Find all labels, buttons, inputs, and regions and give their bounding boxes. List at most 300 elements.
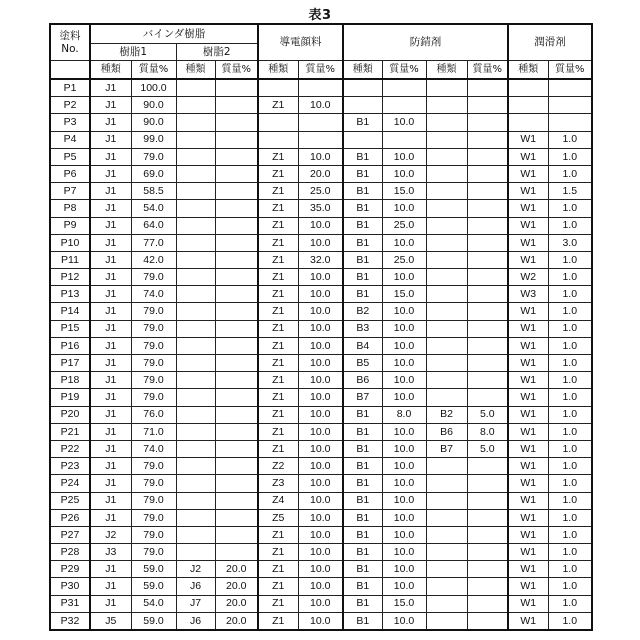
resin1-mass-cell: 79.0 xyxy=(131,303,176,320)
resin2-mass-cell xyxy=(215,200,258,217)
paint-no-cell: P25 xyxy=(50,492,90,509)
rust1-mass-cell: 10.0 xyxy=(382,389,426,406)
table-row xyxy=(50,251,592,268)
rust1-type-cell: B1 xyxy=(343,217,382,234)
rust2-type-cell xyxy=(426,337,467,354)
resin2-mass-cell: 20.0 xyxy=(215,612,258,630)
pigment-mass-cell: 10.0 xyxy=(298,561,343,578)
pigment-type-cell: Z1 xyxy=(258,234,298,251)
pigment-type-cell: Z1 xyxy=(258,165,298,182)
lubricant-mass-cell: 1.0 xyxy=(548,148,592,165)
header-mass-pct: 質量% xyxy=(548,61,592,80)
rust2-type-cell xyxy=(426,303,467,320)
rust2-mass-cell xyxy=(467,337,508,354)
rust2-type-cell xyxy=(426,492,467,509)
resin2-type-cell xyxy=(176,440,215,457)
pigment-mass-cell: 10.0 xyxy=(298,612,343,630)
rust2-type-cell xyxy=(426,148,467,165)
resin1-type-cell: J5 xyxy=(90,612,131,630)
rust2-type-cell xyxy=(426,114,467,131)
rust2-mass-cell xyxy=(467,183,508,200)
pigment-mass-cell: 10.0 xyxy=(298,389,343,406)
rust1-mass-cell: 10.0 xyxy=(382,492,426,509)
resin2-type-cell xyxy=(176,337,215,354)
resin2-mass-cell xyxy=(215,148,258,165)
rust1-mass-cell: 10.0 xyxy=(382,544,426,561)
rust1-type-cell: B1 xyxy=(343,612,382,630)
pigment-mass-cell: 32.0 xyxy=(298,251,343,268)
resin2-mass-cell xyxy=(215,97,258,114)
pigment-type-cell: Z1 xyxy=(258,406,298,423)
header-lubricant: 潤滑剤 xyxy=(508,24,592,61)
resin1-mass-cell: 54.0 xyxy=(131,595,176,612)
rust1-type-cell: B1 xyxy=(343,269,382,286)
lubricant-mass-cell: 1.5 xyxy=(548,183,592,200)
lubricant-mass-cell: 1.0 xyxy=(548,492,592,509)
rust2-mass-cell: 5.0 xyxy=(467,440,508,457)
table-title: 表3 xyxy=(0,4,640,23)
rust1-mass-cell: 10.0 xyxy=(382,458,426,475)
lubricant-type-cell xyxy=(508,97,548,114)
resin1-mass-cell: 79.0 xyxy=(131,269,176,286)
table-row xyxy=(50,320,592,337)
paint-no-cell: P29 xyxy=(50,561,90,578)
resin2-mass-cell xyxy=(215,183,258,200)
pigment-mass-cell: 10.0 xyxy=(298,406,343,423)
rust2-type-cell xyxy=(426,234,467,251)
header-type: 種類 xyxy=(508,61,548,80)
pigment-mass-cell: 10.0 xyxy=(298,492,343,509)
rust1-mass-cell: 25.0 xyxy=(382,251,426,268)
paint-composition-table xyxy=(49,23,593,631)
rust1-type-cell: B1 xyxy=(343,458,382,475)
rust2-type-cell xyxy=(426,79,467,97)
rust2-mass-cell xyxy=(467,561,508,578)
resin2-type-cell xyxy=(176,131,215,148)
rust1-mass-cell: 10.0 xyxy=(382,269,426,286)
resin2-mass-cell xyxy=(215,320,258,337)
lubricant-type-cell: W1 xyxy=(508,372,548,389)
table-row xyxy=(50,165,592,182)
pigment-mass-cell: 10.0 xyxy=(298,320,343,337)
resin1-type-cell: J1 xyxy=(90,475,131,492)
lubricant-type-cell: W1 xyxy=(508,458,548,475)
rust1-mass-cell: 10.0 xyxy=(382,372,426,389)
pigment-mass-cell: 10.0 xyxy=(298,303,343,320)
resin2-type-cell: J6 xyxy=(176,578,215,595)
lubricant-mass-cell xyxy=(548,97,592,114)
pigment-mass-cell: 10.0 xyxy=(298,475,343,492)
table-row xyxy=(50,303,592,320)
lubricant-type-cell: W1 xyxy=(508,183,548,200)
resin1-mass-cell: 90.0 xyxy=(131,114,176,131)
resin2-mass-cell: 20.0 xyxy=(215,561,258,578)
rust2-mass-cell xyxy=(467,131,508,148)
paint-no-cell: P30 xyxy=(50,578,90,595)
resin2-mass-cell xyxy=(215,355,258,372)
rust1-mass-cell: 15.0 xyxy=(382,183,426,200)
resin1-type-cell: J1 xyxy=(90,578,131,595)
pigment-mass-cell: 10.0 xyxy=(298,458,343,475)
lubricant-type-cell: W1 xyxy=(508,355,548,372)
rust2-type-cell: B6 xyxy=(426,423,467,440)
lubricant-type-cell: W1 xyxy=(508,131,548,148)
lubricant-type-cell: W1 xyxy=(508,475,548,492)
resin2-type-cell: J7 xyxy=(176,595,215,612)
lubricant-mass-cell: 1.0 xyxy=(548,251,592,268)
lubricant-type-cell: W1 xyxy=(508,303,548,320)
paint-no-cell: P22 xyxy=(50,440,90,457)
header-type: 種類 xyxy=(176,61,215,80)
resin1-type-cell: J1 xyxy=(90,97,131,114)
table-row xyxy=(50,355,592,372)
resin2-type-cell xyxy=(176,183,215,200)
resin1-type-cell: J1 xyxy=(90,114,131,131)
table-row xyxy=(50,475,592,492)
rust1-mass-cell: 10.0 xyxy=(382,355,426,372)
rust2-mass-cell: 5.0 xyxy=(467,406,508,423)
resin1-mass-cell: 79.0 xyxy=(131,475,176,492)
resin1-type-cell: J1 xyxy=(90,234,131,251)
rust1-mass-cell: 10.0 xyxy=(382,578,426,595)
resin2-type-cell xyxy=(176,509,215,526)
pigment-type-cell: Z1 xyxy=(258,97,298,114)
resin1-mass-cell: 79.0 xyxy=(131,509,176,526)
resin2-type-cell xyxy=(176,97,215,114)
resin1-type-cell: J1 xyxy=(90,423,131,440)
paint-no-cell: P3 xyxy=(50,114,90,131)
header-mass-pct: 質量% xyxy=(382,61,426,80)
resin1-type-cell: J1 xyxy=(90,458,131,475)
table-row xyxy=(50,234,592,251)
resin1-type-cell: J1 xyxy=(90,183,131,200)
pigment-mass-cell: 10.0 xyxy=(298,97,343,114)
rust2-mass-cell xyxy=(467,234,508,251)
rust1-mass-cell: 10.0 xyxy=(382,440,426,457)
paint-no-cell: P7 xyxy=(50,183,90,200)
resin1-type-cell: J2 xyxy=(90,526,131,543)
resin1-mass-cell: 42.0 xyxy=(131,251,176,268)
resin2-mass-cell xyxy=(215,526,258,543)
rust2-type-cell xyxy=(426,269,467,286)
rust1-type-cell: B1 xyxy=(343,475,382,492)
resin1-mass-cell: 79.0 xyxy=(131,526,176,543)
rust1-type-cell: B1 xyxy=(343,114,382,131)
resin2-type-cell xyxy=(176,458,215,475)
resin1-type-cell: J1 xyxy=(90,320,131,337)
resin2-mass-cell xyxy=(215,389,258,406)
paint-no-cell: P5 xyxy=(50,148,90,165)
resin1-type-cell: J1 xyxy=(90,286,131,303)
lubricant-type-cell: W1 xyxy=(508,337,548,354)
rust2-mass-cell xyxy=(467,355,508,372)
lubricant-mass-cell: 1.0 xyxy=(548,526,592,543)
lubricant-type-cell: W3 xyxy=(508,286,548,303)
table-row xyxy=(50,561,592,578)
paint-no-cell: P13 xyxy=(50,286,90,303)
rust2-type-cell xyxy=(426,217,467,234)
rust1-mass-cell: 10.0 xyxy=(382,612,426,630)
lubricant-type-cell: W1 xyxy=(508,544,548,561)
paint-no-cell: P18 xyxy=(50,372,90,389)
rust2-mass-cell xyxy=(467,148,508,165)
resin2-type-cell xyxy=(176,320,215,337)
rust2-type-cell xyxy=(426,183,467,200)
rust2-type-cell: B7 xyxy=(426,440,467,457)
resin1-type-cell: J1 xyxy=(90,561,131,578)
lubricant-mass-cell: 1.0 xyxy=(548,578,592,595)
paint-no-cell: P19 xyxy=(50,389,90,406)
lubricant-type-cell: W1 xyxy=(508,595,548,612)
rust2-mass-cell xyxy=(467,544,508,561)
pigment-mass-cell: 20.0 xyxy=(298,165,343,182)
resin2-type-cell xyxy=(176,286,215,303)
pigment-type-cell: Z1 xyxy=(258,440,298,457)
rust2-type-cell xyxy=(426,561,467,578)
rust1-type-cell: B1 xyxy=(343,200,382,217)
resin2-type-cell xyxy=(176,251,215,268)
rust2-type-cell xyxy=(426,355,467,372)
resin1-mass-cell: 69.0 xyxy=(131,165,176,182)
paint-no-cell: P12 xyxy=(50,269,90,286)
rust2-type-cell xyxy=(426,97,467,114)
pigment-type-cell: Z1 xyxy=(258,372,298,389)
resin2-type-cell xyxy=(176,475,215,492)
pigment-mass-cell: 10.0 xyxy=(298,578,343,595)
rust1-mass-cell xyxy=(382,79,426,97)
resin1-type-cell: J1 xyxy=(90,492,131,509)
header-resin1: 樹脂1 xyxy=(90,44,176,61)
lubricant-mass-cell: 1.0 xyxy=(548,303,592,320)
rust1-mass-cell: 10.0 xyxy=(382,148,426,165)
table-row xyxy=(50,440,592,457)
rust2-type-cell xyxy=(426,251,467,268)
resin1-mass-cell: 59.0 xyxy=(131,561,176,578)
lubricant-type-cell: W1 xyxy=(508,423,548,440)
lubricant-mass-cell xyxy=(548,114,592,131)
resin1-type-cell: J1 xyxy=(90,303,131,320)
paint-no-cell: P28 xyxy=(50,544,90,561)
pigment-type-cell: Z1 xyxy=(258,595,298,612)
rust2-mass-cell xyxy=(467,269,508,286)
lubricant-mass-cell: 1.0 xyxy=(548,286,592,303)
paint-no-cell: P21 xyxy=(50,423,90,440)
resin2-mass-cell: 20.0 xyxy=(215,595,258,612)
resin2-type-cell xyxy=(176,269,215,286)
lubricant-type-cell: W1 xyxy=(508,148,548,165)
table-row xyxy=(50,183,592,200)
table-row xyxy=(50,509,592,526)
rust2-mass-cell xyxy=(467,612,508,630)
rust1-type-cell xyxy=(343,131,382,148)
pigment-type-cell: Z1 xyxy=(258,355,298,372)
rust1-mass-cell: 10.0 xyxy=(382,234,426,251)
header-resin2: 樹脂2 xyxy=(176,44,258,61)
rust1-type-cell: B1 xyxy=(343,251,382,268)
rust1-mass-cell xyxy=(382,97,426,114)
resin1-mass-cell: 79.0 xyxy=(131,355,176,372)
resin1-mass-cell: 74.0 xyxy=(131,440,176,457)
table-row xyxy=(50,526,592,543)
pigment-type-cell: Z1 xyxy=(258,389,298,406)
lubricant-type-cell: W1 xyxy=(508,492,548,509)
lubricant-mass-cell: 1.0 xyxy=(548,458,592,475)
rust1-type-cell: B6 xyxy=(343,372,382,389)
resin1-type-cell: J1 xyxy=(90,131,131,148)
table-row xyxy=(50,217,592,234)
lubricant-mass-cell: 1.0 xyxy=(548,200,592,217)
table-row xyxy=(50,131,592,148)
resin1-mass-cell: 59.0 xyxy=(131,578,176,595)
rust1-type-cell: B1 xyxy=(343,286,382,303)
lubricant-type-cell: W1 xyxy=(508,200,548,217)
table-row xyxy=(50,595,592,612)
rust2-type-cell xyxy=(426,131,467,148)
rust2-mass-cell xyxy=(467,251,508,268)
pigment-mass-cell: 10.0 xyxy=(298,595,343,612)
paint-no-cell: P6 xyxy=(50,165,90,182)
resin2-type-cell xyxy=(176,79,215,97)
rust1-type-cell: B1 xyxy=(343,492,382,509)
lubricant-type-cell: W1 xyxy=(508,217,548,234)
pigment-type-cell: Z1 xyxy=(258,148,298,165)
table-row xyxy=(50,337,592,354)
lubricant-mass-cell: 3.0 xyxy=(548,234,592,251)
pigment-type-cell: Z1 xyxy=(258,183,298,200)
paint-no-cell: P27 xyxy=(50,526,90,543)
header-mass-pct: 質量% xyxy=(215,61,258,80)
rust1-type-cell: B1 xyxy=(343,148,382,165)
pigment-type-cell: Z1 xyxy=(258,578,298,595)
lubricant-mass-cell: 1.0 xyxy=(548,389,592,406)
resin1-mass-cell: 79.0 xyxy=(131,337,176,354)
header-binder-resin: バインダ樹脂 xyxy=(90,24,258,44)
rust1-type-cell: B1 xyxy=(343,544,382,561)
pigment-type-cell: Z1 xyxy=(258,200,298,217)
resin2-type-cell xyxy=(176,200,215,217)
pigment-mass-cell: 10.0 xyxy=(298,217,343,234)
rust2-type-cell: B2 xyxy=(426,406,467,423)
rust2-type-cell xyxy=(426,509,467,526)
pigment-mass-cell: 10.0 xyxy=(298,286,343,303)
pigment-mass-cell: 10.0 xyxy=(298,423,343,440)
lubricant-mass-cell: 1.0 xyxy=(548,217,592,234)
resin1-mass-cell: 74.0 xyxy=(131,286,176,303)
header-type: 種類 xyxy=(426,61,467,80)
lubricant-type-cell: W1 xyxy=(508,234,548,251)
header-type: 種類 xyxy=(258,61,298,80)
resin2-type-cell xyxy=(176,389,215,406)
rust2-mass-cell xyxy=(467,97,508,114)
header-mass-pct: 質量% xyxy=(131,61,176,80)
rust1-mass-cell: 10.0 xyxy=(382,423,426,440)
rust1-type-cell: B1 xyxy=(343,509,382,526)
pigment-mass-cell: 10.0 xyxy=(298,337,343,354)
resin1-type-cell: J1 xyxy=(90,200,131,217)
rust2-mass-cell xyxy=(467,509,508,526)
rust1-type-cell xyxy=(343,97,382,114)
lubricant-mass-cell: 1.0 xyxy=(548,561,592,578)
resin2-mass-cell xyxy=(215,406,258,423)
table-row xyxy=(50,200,592,217)
rust1-mass-cell: 10.0 xyxy=(382,200,426,217)
rust2-type-cell xyxy=(426,578,467,595)
resin2-mass-cell xyxy=(215,131,258,148)
resin2-type-cell xyxy=(176,406,215,423)
lubricant-type-cell xyxy=(508,114,548,131)
pigment-type-cell: Z1 xyxy=(258,269,298,286)
paint-no-cell: P20 xyxy=(50,406,90,423)
pigment-mass-cell xyxy=(298,114,343,131)
rust1-mass-cell: 10.0 xyxy=(382,475,426,492)
lubricant-mass-cell: 1.0 xyxy=(548,423,592,440)
rust2-type-cell xyxy=(426,475,467,492)
paint-no-cell: P10 xyxy=(50,234,90,251)
rust1-type-cell: B1 xyxy=(343,561,382,578)
paint-no-cell: P16 xyxy=(50,337,90,354)
resin2-mass-cell xyxy=(215,509,258,526)
resin1-type-cell: J3 xyxy=(90,544,131,561)
header-mass-pct: 質量% xyxy=(467,61,508,80)
rust1-mass-cell: 15.0 xyxy=(382,595,426,612)
paint-no-cell: P31 xyxy=(50,595,90,612)
rust2-mass-cell xyxy=(467,79,508,97)
paint-no-cell: P26 xyxy=(50,509,90,526)
table-row xyxy=(50,578,592,595)
pigment-mass-cell xyxy=(298,131,343,148)
paint-no-cell: P15 xyxy=(50,320,90,337)
resin1-type-cell: J1 xyxy=(90,355,131,372)
lubricant-type-cell: W1 xyxy=(508,509,548,526)
lubricant-type-cell: W2 xyxy=(508,269,548,286)
resin2-mass-cell xyxy=(215,423,258,440)
rust2-type-cell xyxy=(426,372,467,389)
resin1-type-cell: J1 xyxy=(90,251,131,268)
resin2-type-cell xyxy=(176,217,215,234)
resin1-mass-cell: 79.0 xyxy=(131,372,176,389)
pigment-type-cell: Z1 xyxy=(258,303,298,320)
rust2-mass-cell xyxy=(467,217,508,234)
pigment-mass-cell: 10.0 xyxy=(298,372,343,389)
rust1-type-cell: B5 xyxy=(343,355,382,372)
resin1-mass-cell: 79.0 xyxy=(131,148,176,165)
rust2-mass-cell xyxy=(467,389,508,406)
lubricant-mass-cell: 1.0 xyxy=(548,509,592,526)
rust2-mass-cell xyxy=(467,475,508,492)
resin1-type-cell: J1 xyxy=(90,595,131,612)
lubricant-type-cell: W1 xyxy=(508,612,548,630)
resin2-type-cell xyxy=(176,423,215,440)
resin2-type-cell xyxy=(176,526,215,543)
rust1-type-cell: B1 xyxy=(343,595,382,612)
rust1-type-cell: B4 xyxy=(343,337,382,354)
table-row xyxy=(50,269,592,286)
rust2-type-cell xyxy=(426,458,467,475)
pigment-mass-cell: 10.0 xyxy=(298,269,343,286)
rust2-mass-cell xyxy=(467,526,508,543)
resin2-type-cell xyxy=(176,544,215,561)
header-type: 種類 xyxy=(90,61,131,80)
resin1-mass-cell: 79.0 xyxy=(131,544,176,561)
pigment-type-cell xyxy=(258,79,298,97)
resin1-type-cell: J1 xyxy=(90,165,131,182)
rust2-mass-cell xyxy=(467,320,508,337)
resin1-mass-cell: 100.0 xyxy=(131,79,176,97)
table-row xyxy=(50,148,592,165)
resin1-mass-cell: 79.0 xyxy=(131,320,176,337)
rust1-mass-cell: 10.0 xyxy=(382,561,426,578)
rust1-mass-cell: 25.0 xyxy=(382,217,426,234)
